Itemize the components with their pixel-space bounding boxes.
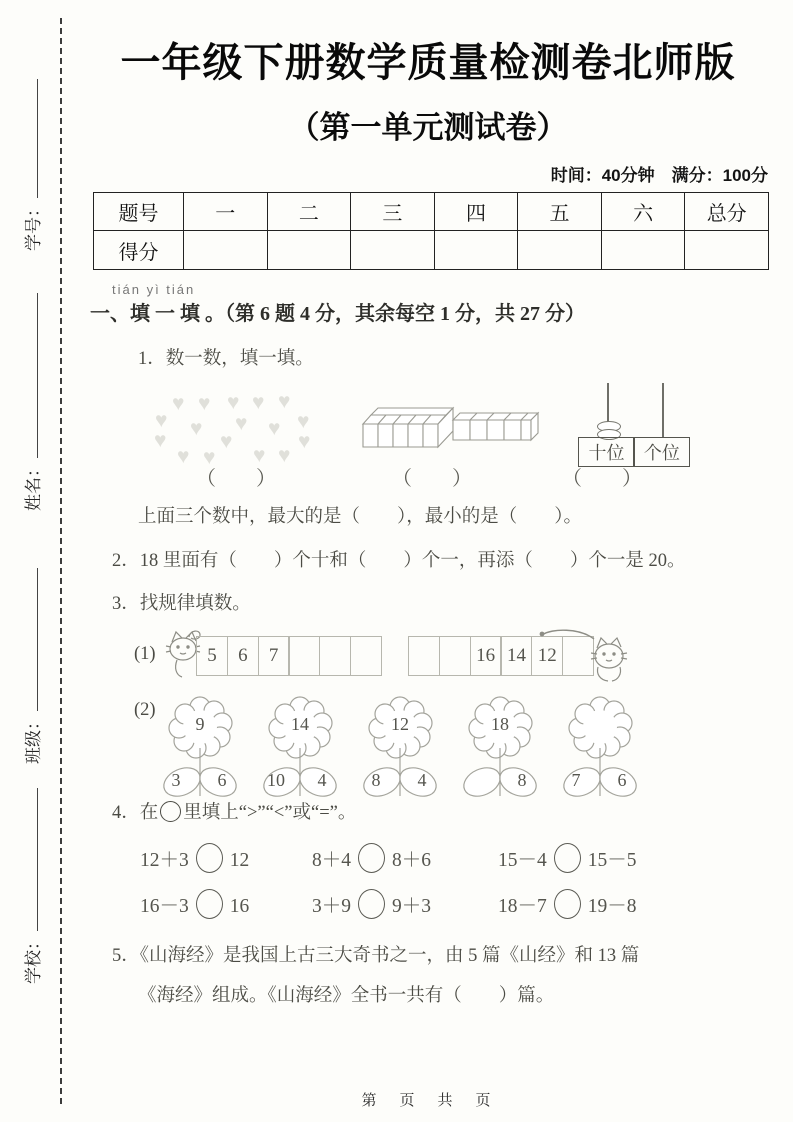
page-title: 一年级下册数学质量检测卷北师版	[120, 41, 736, 85]
q3-number-strip-1	[196, 636, 382, 676]
q4-prefix: 4．在	[112, 803, 159, 823]
school-label: 学校：	[23, 933, 43, 984]
q1-blank-hearts: （ ）	[196, 468, 276, 490]
score-table-header-row	[94, 193, 769, 231]
score-table-cell: 一	[184, 193, 268, 231]
comparison-item	[312, 889, 431, 919]
question-2-text: 2．18 里面有（ ）个十和（ ）个一，再添（ ）个一是 20。	[112, 551, 686, 571]
abacus-tens-label: 十位	[578, 437, 635, 467]
heart-icon	[220, 431, 232, 452]
heart-icon	[268, 418, 280, 439]
score-table-cell: 二	[267, 193, 351, 231]
cube-right-group	[453, 413, 538, 440]
heart-icon	[172, 393, 184, 414]
q3-part1-label: (1)	[134, 644, 156, 664]
score-empty-cell	[434, 231, 518, 270]
fill-circle-icon	[160, 801, 181, 822]
flower-top-number: 12	[391, 714, 409, 734]
q3-number-strip-2	[408, 636, 594, 676]
score-row-label: 得分	[94, 231, 184, 270]
flower-left-number: 10	[267, 770, 285, 790]
flower-figure	[152, 696, 248, 802]
comparison-right: 19－8	[587, 896, 637, 917]
heart-icon	[235, 413, 247, 434]
flower-top-number: 18	[491, 714, 509, 734]
comparison-left: 8＋4	[312, 850, 352, 871]
comparison-circle-icon	[196, 843, 223, 873]
margin-field-school	[19, 788, 43, 984]
name-label: 姓名：	[23, 460, 43, 511]
heart-icon	[154, 430, 166, 451]
score-table	[93, 192, 769, 270]
comparison-right: 15－5	[587, 850, 637, 871]
strip-cell	[439, 636, 471, 676]
flower-figure	[552, 696, 648, 802]
comparison-left: 18－7	[498, 896, 547, 917]
flower-right-number: 8	[517, 770, 527, 790]
score-empty-cell	[601, 231, 685, 270]
heart-icon	[190, 418, 202, 439]
comparison-right: 9＋3	[392, 896, 432, 917]
flower-right-number: 6	[217, 770, 227, 790]
school-write-line	[25, 788, 38, 931]
score-table-cell: 三	[351, 193, 435, 231]
question-1-text: 1．数一数，填一填。	[138, 349, 314, 369]
cubes-picture	[358, 398, 540, 456]
flower-figure	[252, 696, 348, 802]
comparison-item	[498, 889, 637, 919]
score-table-score-row	[94, 231, 769, 270]
score-table-cell: 五	[518, 193, 602, 231]
strip-cell: 7	[258, 636, 290, 676]
flower-top-number: 9	[195, 714, 205, 734]
q3-part2-label: (2)	[134, 700, 156, 720]
flower-figure	[352, 696, 448, 802]
comparison-left: 3＋9	[312, 896, 352, 917]
strip-cell	[288, 636, 320, 676]
comparison-item	[140, 889, 249, 919]
question-4-text	[112, 798, 356, 824]
flower-left-number: 8	[371, 770, 381, 790]
strip-cell: 12	[531, 636, 563, 676]
heart-icon	[227, 392, 239, 413]
flower-top-number: 14	[291, 714, 309, 734]
comparison-circle-icon	[358, 843, 385, 873]
q1-blank-cubes: （ ）	[392, 468, 472, 490]
heart-icon	[298, 431, 310, 452]
comparison-right: 8＋6	[392, 850, 432, 871]
heart-icon	[198, 393, 210, 414]
score-empty-cell	[351, 231, 435, 270]
comparison-right: 16	[229, 896, 250, 917]
heart-icon	[278, 391, 290, 412]
strip-cell: 14	[500, 636, 532, 676]
flower-right-number: 4	[317, 770, 327, 790]
flower-right-number: 6	[617, 770, 627, 790]
score-table-cell: 四	[434, 193, 518, 231]
comparison-right: 12	[229, 850, 250, 871]
margin-field-name	[19, 293, 43, 511]
heart-icon	[278, 445, 290, 466]
name-write-line	[25, 293, 38, 458]
hearts-picture	[140, 380, 350, 462]
score-table-cell: 总分	[685, 193, 769, 231]
comparison-item	[498, 843, 637, 873]
comparison-circle-icon	[554, 889, 581, 919]
question-5-line2: 《海经》组成。《山海经》全书一共有（ ）篇。	[138, 986, 555, 1006]
class-label: 班级：	[23, 713, 43, 764]
flower-left-number: 3	[171, 770, 181, 790]
score-empty-cell	[267, 231, 351, 270]
student-id-label: 学号：	[23, 200, 43, 251]
section-one-heading: 一、填 一 填 。（第 6 题 4 分，其余每空 1 分，共 27 分）	[90, 303, 585, 325]
abacus-ones-label: 个位	[633, 437, 690, 467]
score-table-cell: 六	[601, 193, 685, 231]
q4-suffix: 里填上“>”“<”或“=”。	[183, 803, 357, 823]
strip-cell	[408, 636, 440, 676]
score-empty-cell	[685, 231, 769, 270]
strip-cell: 6	[227, 636, 259, 676]
strip-cell	[319, 636, 351, 676]
heart-icon	[252, 392, 264, 413]
abacus-picture	[576, 383, 696, 473]
page-footer: 第 页 共 页	[361, 1092, 495, 1109]
score-table-cell: 题号	[94, 193, 184, 231]
flower-figure	[452, 696, 548, 802]
comparison-left: 15－4	[498, 850, 547, 871]
cube-left-group	[363, 408, 453, 447]
comparison-item	[312, 843, 431, 873]
strip-cell: 5	[196, 636, 228, 676]
comparison-left: 16－3	[140, 896, 189, 917]
comparison-circle-icon	[196, 889, 223, 919]
cat-icon	[588, 636, 630, 684]
student-id-write-line	[25, 79, 38, 198]
score-empty-cell	[184, 231, 268, 270]
margin-field-class	[19, 568, 43, 764]
comparison-circle-icon	[358, 889, 385, 919]
class-write-line	[25, 568, 38, 711]
flower-right-number: 4	[417, 770, 427, 790]
q1-blank-abacus: （ ）	[562, 468, 642, 490]
question-3-text: 3．找规律填数。	[112, 594, 251, 614]
margin-field-student-id	[19, 79, 43, 251]
strip-cell	[350, 636, 382, 676]
pinyin-annotation: tián yì tián	[112, 282, 196, 297]
time-score-info: 时间：40分钟 满分：100分	[550, 166, 768, 185]
heart-icon	[177, 446, 189, 467]
comparison-left: 12＋3	[140, 850, 189, 871]
flower-left-number: 7	[571, 770, 581, 790]
strip-cell: 16	[470, 636, 502, 676]
score-empty-cell	[518, 231, 602, 270]
question-5-line1: 5．《山海经》是我国上古三大奇书之一，由 5 篇《山经》和 13 篇	[112, 946, 640, 966]
abacus-ones-rod	[662, 383, 664, 437]
dashed-cut-line	[60, 18, 62, 1104]
comparison-item	[140, 843, 249, 873]
page-subtitle: （第一单元测试卷）	[288, 110, 568, 145]
comparison-circle-icon	[554, 843, 581, 873]
question-1-followup: 上面三个数中，最大的是（ ），最小的是（ ）。	[138, 507, 583, 527]
